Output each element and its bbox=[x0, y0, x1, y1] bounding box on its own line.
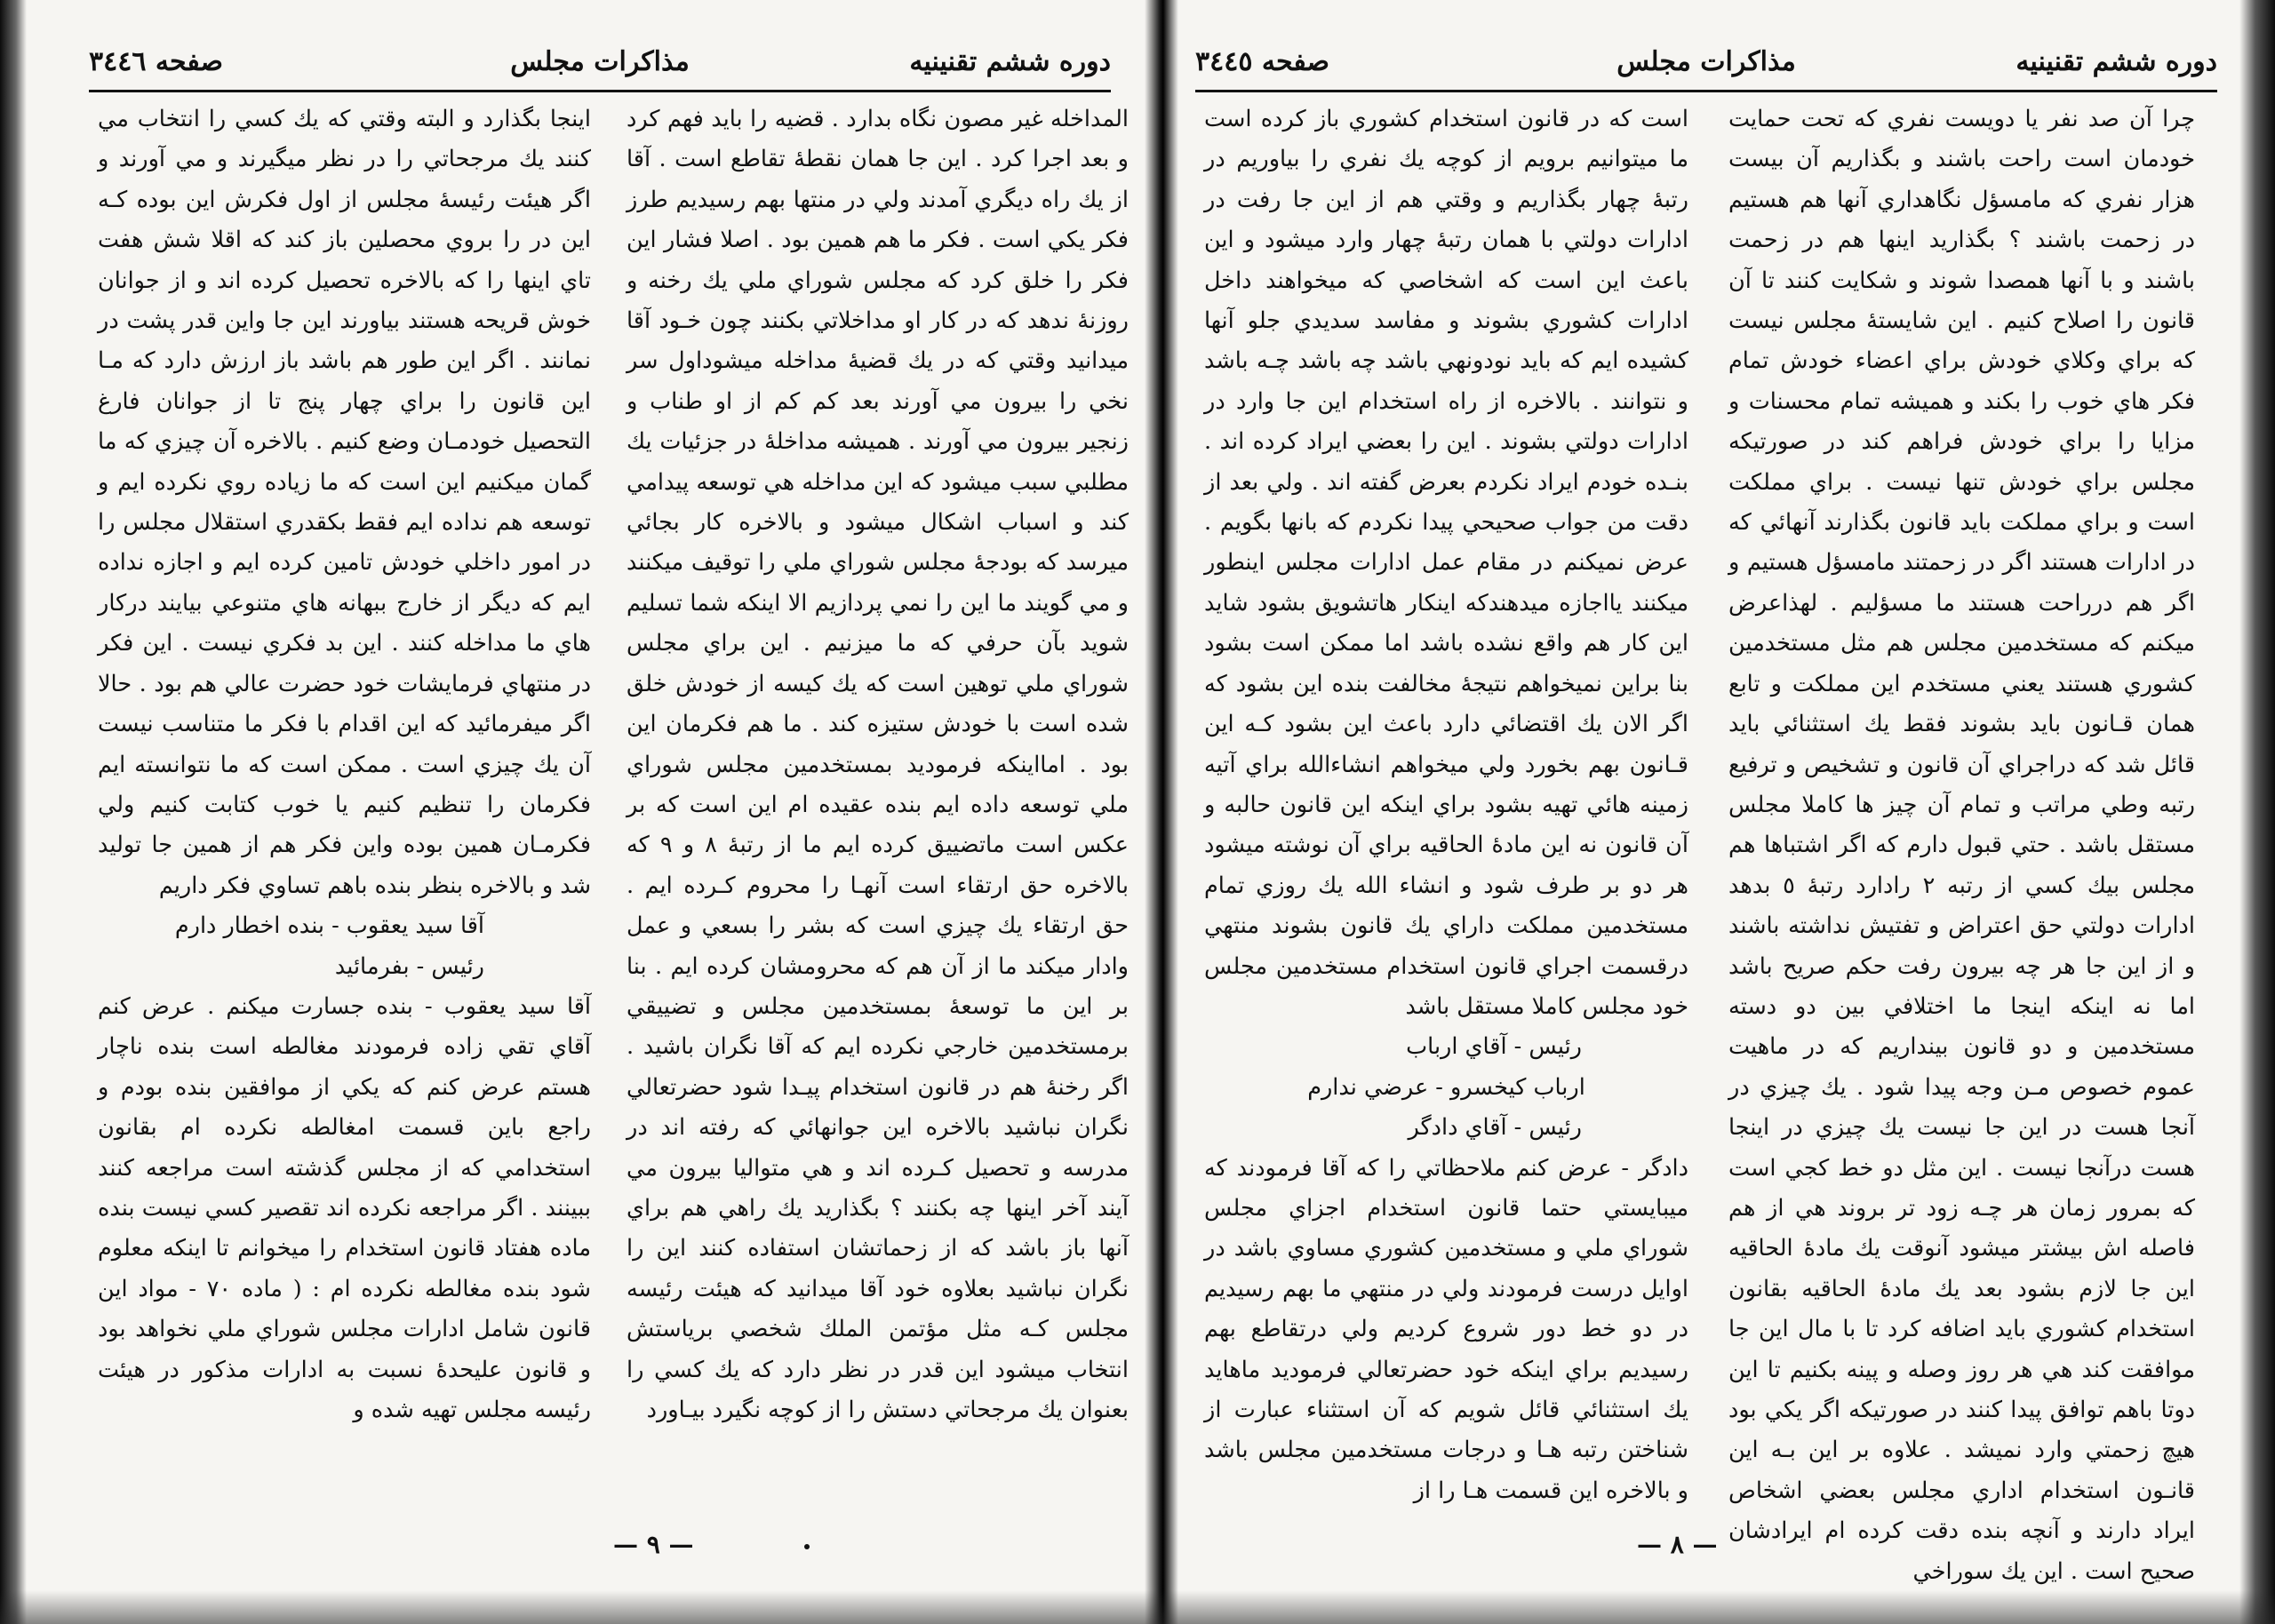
book-gutter bbox=[1145, 0, 1178, 1624]
paragraph: دادگر - عرض كنم ملاحظاتي را كه آقا فرمودند كه ميبايستي حتما قانون استخدام اجزاي مجلس شوراي ملي و مستخدمين كشوري مساوي باشد در اوايل درست فرمودند ولي در منتهي ما بهم رسيديم در دو خط دور شروع كرديم ولي درتقاطع بهم رسيديم براي اينكه خود حضرتعالي فرموديد ماهايد يك استثنائي قائل شويم كه آن استثناء عبارت از شناختن رتبه هـا و درجات مستخدمين مجلس باشد و بالاخره اين قسمت هـا را از bbox=[1204, 1154, 1688, 1504]
page-edge-shadow-left bbox=[0, 0, 27, 1624]
left-header-rule bbox=[89, 90, 1111, 92]
paragraph: المداخله غير مصون نگاه بدارد . قضيه را بايد فهم كرد و بعد اجرا كرد . اين جا همان نقطهٔ تقاطع است . آقا از يك راه ديگري آمدند ولي در منتها بهم رسيديم طرز فكر يكي است . فكر ما هم همين بود . اصلا فشار اين فكر را خلق كرد كه مجلس شوراي ملي يك رخنه و روزنهٔ ندهد كه در كار او مداخلاتي بكنند چون خـود آقا ميدانيد وقتي كه در يك قضيهٔ مداخله ميشوداول سر نخي را بيرون مي آورند بعد كم كم از او طناب و زنجير بيرون مي آورند . هميشه مداخلهٔ در جزئيات يك مطلبي سبب ميشود كه اين مداخله هي توسعه پيدامي كند و اسباب اشكال ميشود و بالاخره كار بجائي ميرسد كه بودجهٔ مجلس شوراي ملي را توقيف ميكنند و مي گويند ما اين را نمي پردازيم الا اينكه شما تسليم شويد بآن حرفي كه ما ميزنيم . اين براي مجلس شوراي ملي توهين است كه يك كيسه از خودش خلق شده است با خودش ستيزه كند . ما هم فكرمان اين بود . امااينكه فرموديد بمستخدمين مجلس شوراي ملي توسعه داده ايم بنده عقيده ام اين است كه بر عكس است ماتضييق كرده ايم ما از رتبهٔ ٨ و ٩ كه بالاخره حق ارتقاء است آنهـا را محروم كـرده ايم . حق ارتقاء يك چيزي است كه بشر را بسعي و عمل وادار ميكند ما از آن هم كه محرومشان كرده ايم . بنا بر اين ما توسعهٔ بمستخدمين مجلس و تضييقي برمستخدمين خارجي نكرده ايم كه آقا نگران باشيد . اگر رخنهٔ هم در قانون استخدام پيـدا شود حضرتعالي نگران نباشيد بالاخره اين جوانهائي كه رفته اند در مدرسه و تحصيل كـرده اند و هي متواليا بيرون مي آيند آخر اينها چه بكنند ؟ بگذاريد يك راهي هم براي آنها باز باشد كه از زحماتشان استفاده كنند اين را نگران نباشيد بعلاوه خود آقا ميدانيد كه هيئت رئيسه مجلس كـه مثل مؤتمن الملك شخصي برياستش انتخاب ميشود اين قدر در نظر دارد كه يك كسي را بعنوان يك مرجحاتي دستش را از كوچه نگيرد بيـاورد bbox=[627, 106, 1129, 1423]
page-edge-shadow-right bbox=[2239, 0, 2275, 1624]
paragraph: آقا سيد يعقوب - بنده جسارت ميكنم . عرض كنم آقاي تقي زاده فرمودند مغالطه است بنده ناچار هستم عرض كنم كه يكي از موافقين بنده بودم و راجع باين قسمت امغالطه نكرده ام بقانون استخدامي كه از مجلس گذشته است مراجعه كنند ببينند . اگر مراجعه نكرده اند تقصير كسي نيست بنده ماده هفتاد قانون استخدام را ميخوانم تا اينكه معلوم شود بنده مغالطه نكرده ام : ( ماده ٧٠ - مواد اين قانون شامل ادارات مجلس شوراي ملي نخواهد بود و قانون عليحدهٔ نسبت به ادارات مذكور در هيئت رئيسه مجلس تهيه شده و bbox=[98, 992, 591, 1423]
ink-dot bbox=[804, 1544, 810, 1549]
left-page-column-right bbox=[627, 100, 1129, 1521]
paragraph: اينجا بگذارد و البته وقتي كه يك كسي را انتخاب مي كنند يك مرجحاتي را در نظر ميگيرند و مي آورند و اگر هيئت رئيسهٔ مجلس از اول فكرش اين بوده كـه اين در را بروي محصلين باز كند كه اقلا شش هفت تاي اينها را كه بالاخره تحصيل كرده اند و از جوانان خوش قريحه هستند بياورند اين جا واين قدر پشت در نمانند . اگر اين طور هم باشد باز ارزش دارد كه مـا اين قانون را براي چهار پنج تا از جوانان فارغ التحصيل خودمـان وضع كنيم . بالاخره آن چيزي كه ما گمان ميكنيم اين است كه ما زياده روي نكرده ايم و توسعه هم نداده ايم فقط بكقدري استقلال مجلس را در امور داخلي خودش تامين كرده ايم و اجازه نداده ايم كه ديگر از خارج ببهانه هاي متنوعي بيايند دركار هاي ما مداخله كنند . اين بد فكري نيست . اين فكر در منتهاي فرمايشات خود حضرت عالي هم بود . حالا اگر ميفرمائيد كه اين اقدام با فكر ما متناسب نيست آن يك چيزي است . ممكن است كه ما نتوانسته ايم فكرمان را تنظيم كنيم يا خوب كتابت كنيم ولي فكرمـان همين بوده واين فكر هم از همين جا توليد شد و بالاخره بنظر بنده باهم تساوي فكر داريم bbox=[98, 106, 591, 899]
right-header-rule bbox=[1195, 90, 2217, 92]
speaker-line: رئيس - بفرمائيد bbox=[334, 952, 484, 980]
bottom-scan-shadow bbox=[0, 1590, 2275, 1624]
right-session-label: دوره ششم تقنينيه bbox=[2016, 46, 2217, 77]
left-page-column-left bbox=[98, 100, 591, 1521]
left-page-label: صفحه ٣٤٤٦ bbox=[89, 46, 223, 77]
paragraph: چرا آن صد نفر يا دويست نفري كه تحت حمايت خودمان است راحت باشند و بگذاريم آن بيست هزار نفري كه مامسؤل نگاهداري آنها هم هستيم در زحمت باشند ؟ بگذاريد اينها هم در زحمت باشند و با آنها همصدا شوند و شكايت كنند تا آن قانون را اصلاح كنيم . اين شايستهٔ مجلس نيست كه براي وكلاي خودش براي اعضاء خودش تمام فكر هاي خوب را بكند و هميشه تمام محسنات و مزايا را براي خودش فراهم كند در صورتيكه مجلس براي خودش تنها نيست . براي مملكت است و براي مملكت بايد قانون بگذارند آنهائي كه در ادارات هستند اگر در زحمتند مامسؤل هستيم و اگر هم درراحت هستند ما مسؤليم . لهذاعرض ميكنم كه مستخدمين مجلس هم مثل مستخدمين كشوري هستند يعني مستخدم اين مملكت و تابع همان قـانون بايد بشوند فقط يك استثنائي بايد قائل شد كه دراجراي آن قانون و تشخيص و ترفيع رتبه وطي مراتب و تمام آن چيز ها كاملا مجلس مستقل باشد . حتي قبول دارم كه اگر اشتباها هم مجلس بيك كسي از رتبه ٢ رادارد رتبهٔ ٥ بدهد ادارات دولتي حق اعتراض و تفتيش نداشته باشند و از اين جا هر چه بيرون رفت حكم صريح باشد اما نه اينكه اينجا ما اختلافي بين دو دسته مستخدمين و دو قانون بينداريم كه در ماهيت عموم خصوص مـن وجه پيدا شود . يك چيزي در آنجا هست در اين جا نيست يك چيزي در اينجا هست درآنجا نيست . اين مثل دو خط كجي است كه بمرور زمان هر چـه زود تر بروند هي از هم فاصله اش بيشتر ميشود آنوقت يك مادهٔ الحاقيه اين جا لازم بشود بعد يك مادهٔ الحاقيه بقانون استخدام كشوري بايد اضافه كرد تا با مال اين جا موافقت كند هي هر روز وصله و پينه بكنيم تا اين دوتا باهم توافق پيدا كنند در صورتيكه اگر يكي بود هيچ زحمتي وارد نميشد . علاوه بر اين بـه اين قانـون استخدام اداري مجلس بعضي اشخاص ايراد دارند و آنچه بنده دقت كرده ام ايرادشان صحيح است . اين يك سوراخي bbox=[1728, 106, 2196, 1585]
right-page-number: — ٨ — bbox=[1637, 1530, 1718, 1559]
right-page-column-right bbox=[1728, 100, 2196, 1585]
speaker-line: رئيس - آقاي ارباب bbox=[1406, 1033, 1582, 1061]
speaker-line: ارباب كيخسرو - عرضي ندارم bbox=[1307, 1073, 1585, 1101]
speaker-line: آقا سيد يعقوب - بنده اخطار دارم bbox=[174, 912, 484, 940]
right-page-header bbox=[1195, 43, 2217, 92]
paragraph: است كه در قانون استخدام كشوري باز كرده است ما ميتوانيم برويم از كوچه يك نفري را بياوريم در رتبهٔ چهار بگذاريم و وقتي هم از اين جا رفت در ادارات دولتي با همان رتبهٔ چهار وارد ميشود و اين باعث اين است كه اشخاصي كه ميخواهند داخل ادارات كشوري بشوند و مفاسد سديدي جلو آنها كشيده ايم كه بايد نودونهي باشد چه باشد چـه باشد و نتوانند . بالاخره از راه استخدام اين جا وارد در ادارات دولتي بشوند . اين را بعضي ايراد كرده اند . بنـده خودم ايراد نكردم بعرض گفته اند . ولي بعد از دقت من جواب صحيحي پيدا نكردم كه بانها بگويم . عرض نميكنم در مقام عمل ادارات مجلس اينطور ميكنند يااجازه ميدهندكه اينكار هاتشويق بشود شايد اين كار هم واقع نشده باشد اما ممكن است بشود بنا براين نميخواهم نتيجهٔ مخالفت بنده اين بشود كه اگر الان يك اقتضائي دارد باعث اين بشود كـه اين قـانون بهم بخورد ولي ميخواهم انشاءالله براي آتيه زمينه هائي تهيه بشود براي اينكه اين قانون حالبه و آن قانون نه اين مادهٔ الحاقيه براي آن نوشته ميشود هر دو بر طرف شود و انشاء الله يك روزي تمام مستخدمين مملكت داراي يك قانون بشوند منتهي درقسمت اجراي قانون استخدام مستخدمين مجلس خود مجلس كاملا مستقل باشد bbox=[1204, 106, 1688, 1020]
speaker-line: رئيس - آقاي دادگر bbox=[1408, 1114, 1582, 1142]
left-running-title: مذاكرات مجلس bbox=[510, 46, 690, 77]
left-session-label: دوره ششم تقنينيه bbox=[909, 46, 1111, 77]
right-running-title: مذاكرات مجلس bbox=[1616, 46, 1796, 77]
right-page-column-left bbox=[1204, 100, 1688, 1521]
left-page-header bbox=[89, 43, 1111, 92]
left-page-number: — ٩ — bbox=[613, 1530, 694, 1559]
right-page-label: صفحه ٣٤٤٥ bbox=[1195, 46, 1329, 77]
